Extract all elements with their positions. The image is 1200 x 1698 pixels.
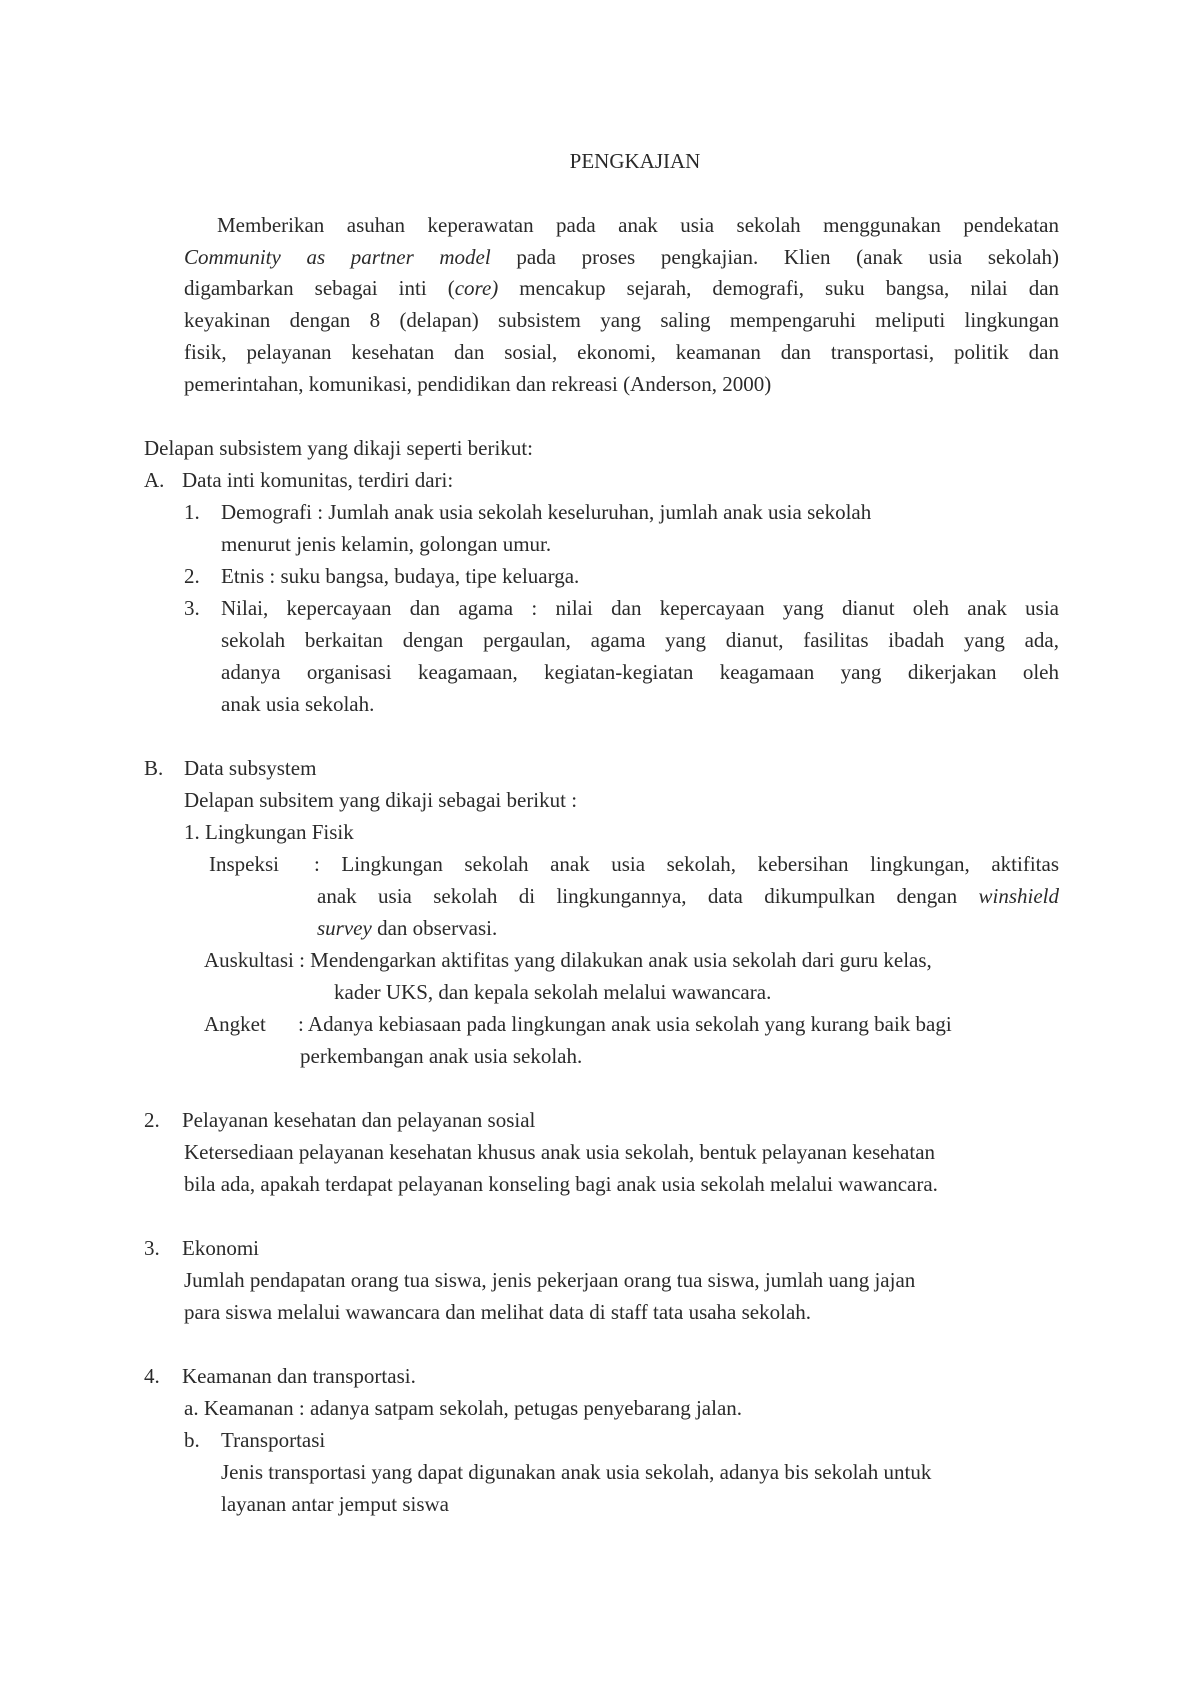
section-a-item-3-line-3: adanya organisasi keagamaan, kegiatan-kegiatan keagamaan yang dikerjakan oleh — [221, 660, 1059, 684]
angket-line-1: : Adanya kebiasaan pada lingkungan anak usia sekolah yang kurang baik bagi — [298, 1012, 952, 1036]
inspeksi-line-2 — [317, 882, 1059, 910]
inspeksi-line-2-a: anak usia sekolah di lingkungannya, data dikumpulkan dengan — [317, 884, 958, 908]
section-3-num: 3. — [144, 1236, 160, 1260]
inspeksi-line-3-b: dan observasi. — [371, 916, 498, 940]
intro-line-1: Memberikan asuhan keperawatan pada anak usia sekolah menggunakan pendekatan — [217, 213, 1059, 237]
intro-line-6: pemerintahan, komunikasi, pendidikan dan rekreasi (Anderson, 2000) — [184, 372, 772, 396]
intro-core-term: core) — [454, 276, 499, 300]
section-3-line-1: Jumlah pendapatan orang tua siswa, jenis pekerjaan orang tua siswa, jumlah uang jajan — [184, 1268, 916, 1292]
auskultasi-line-2: kader UKS, dan kepala sekolah melalui wawancara. — [334, 980, 772, 1004]
section-2-line-2: bila ada, apakah terdapat pelayanan konseling bagi anak usia sekolah melalui wawancara. — [184, 1172, 938, 1196]
inspeksi-line-1: : Lingkungan sekolah anak usia sekolah, kebersihan lingkungan, aktifitas — [314, 852, 1059, 876]
section-4-item-b-line-1: Jenis transportasi yang dapat digunakan anak usia sekolah, adanya bis sekolah untuk — [221, 1460, 932, 1484]
section-2-heading: Pelayanan kesehatan dan pelayanan sosial — [182, 1108, 536, 1132]
section-b-intro: Delapan subsitem yang dikaji sebagai berikut : — [184, 788, 578, 812]
intro-line-2-rest: pada proses pengkajian. Klien (anak usia sekolah) — [516, 245, 1059, 269]
intro-line-2 — [184, 243, 1059, 271]
section-a-item-3-line-2: sekolah berkaitan dengan pergaulan, agama yang dianut, fasilitas ibadah yang ada, — [221, 628, 1059, 652]
section-a-item-1-line-2: menurut jenis kelamin, golongan umur. — [221, 532, 552, 556]
section-a-heading: Data inti komunitas, terdiri dari: — [182, 468, 454, 492]
section-b-heading: Data subsystem — [184, 756, 317, 780]
section-a-item-2-line-1: Etnis : suku bangsa, budaya, tipe keluarga. — [221, 564, 580, 588]
section-3-heading: Ekonomi — [182, 1236, 259, 1260]
subsystem-1-heading: 1. Lingkungan Fisik — [184, 820, 354, 844]
section-a-item-3-line-4: anak usia sekolah. — [221, 692, 375, 716]
lead-text: Delapan subsistem yang dikaji seperti berikut: — [144, 436, 533, 460]
section-b-marker: B. — [144, 756, 164, 780]
inspeksi-label: Inspeksi — [209, 852, 279, 876]
intro-line-3-b: mencakup sejarah, demografi, suku bangsa, nilai dan — [498, 276, 1060, 300]
section-a-marker: A. — [144, 468, 165, 492]
section-a-item-1-num: 1. — [184, 500, 200, 524]
section-3-line-2: para siswa melalui wawancara dan melihat data di staff tata usaha sekolah. — [184, 1300, 812, 1324]
section-2-line-1: Ketersediaan pelayanan kesehatan khusus anak usia sekolah, bentuk pelayanan kesehatan — [184, 1140, 936, 1164]
section-a-item-3-num: 3. — [184, 596, 200, 620]
inspeksi-survey-term: survey — [317, 916, 372, 940]
section-2-num: 2. — [144, 1108, 160, 1132]
page-title: PENGKAJIAN — [569, 149, 701, 173]
intro-line-4: keyakinan dengan 8 (delapan) subsistem yang saling mempengaruhi meliputi lingkungan — [184, 308, 1059, 332]
section-a-item-1-line-1: Demografi : Jumlah anak usia sekolah keseluruhan, jumlah anak usia sekolah — [221, 500, 872, 524]
section-4-item-b-line-2: layanan antar jemput siswa — [221, 1492, 450, 1516]
section-4-item-a: a. Keamanan : adanya satpam sekolah, petugas penyebarang jalan. — [184, 1396, 743, 1420]
section-a-item-3-line-1: Nilai, kepercayaan dan agama : nilai dan kepercayaan yang dianut oleh anak usia — [221, 596, 1059, 620]
intro-line-5: fisik, pelayanan kesehatan dan sosial, ekonomi, keamanan dan transportasi, politik dan — [184, 340, 1059, 364]
angket-label: Angket — [204, 1012, 266, 1036]
section-4-item-b-heading: Transportasi — [221, 1428, 326, 1452]
section-4-num: 4. — [144, 1364, 160, 1388]
angket-line-2: perkembangan anak usia sekolah. — [300, 1044, 583, 1068]
section-4-item-b-marker: b. — [184, 1428, 200, 1452]
inspeksi-winshield-term: winshield — [978, 884, 1059, 908]
intro-model-term: Community as partner model — [184, 245, 491, 269]
auskultasi-line-1: Auskultasi : Mendengarkan aktifitas yang dilakukan anak usia sekolah dari guru kelas, — [204, 948, 932, 972]
section-4-heading: Keamanan dan transportasi. — [182, 1364, 416, 1388]
section-a-item-2-num: 2. — [184, 564, 200, 588]
inspeksi-line-3 — [317, 914, 497, 942]
intro-line-3 — [184, 274, 1059, 302]
intro-line-3-a: digambarkan sebagai inti ( — [184, 276, 455, 300]
